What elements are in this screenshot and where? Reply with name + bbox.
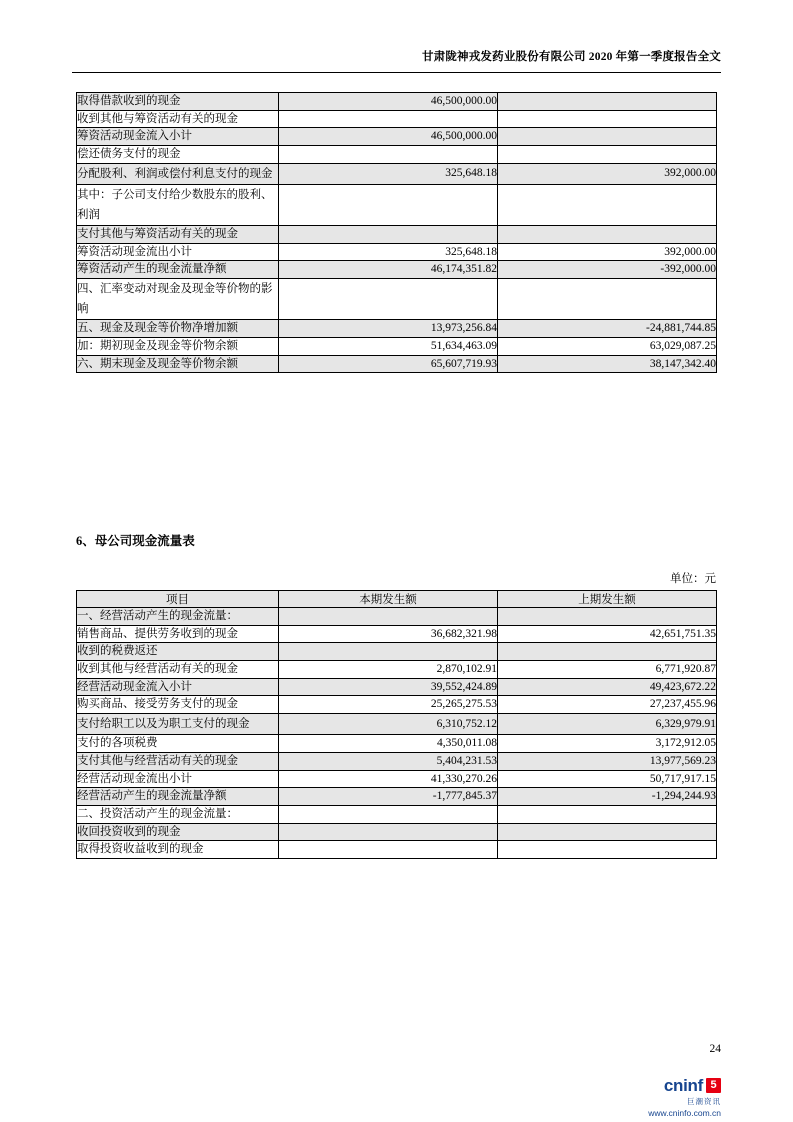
row-value-previous: -392,000.00 <box>498 261 717 279</box>
row-value-current: 41,330,270.26 <box>279 770 498 788</box>
parent-company-cash-flow-table <box>76 590 717 859</box>
table-row <box>77 146 717 164</box>
row-value-previous: -24,881,744.85 <box>498 320 717 338</box>
row-value-current: 6,310,752.12 <box>279 714 498 735</box>
row-value-previous <box>498 643 717 661</box>
page-header: 甘肃陇神戎发药业股份有限公司 2020 年第一季度报告全文 <box>421 51 721 63</box>
section-title: 6、母公司现金流量表 <box>76 534 195 548</box>
row-value-current: 325,648.18 <box>279 163 498 184</box>
row-value-current <box>279 643 498 661</box>
table-row <box>77 128 717 146</box>
table-row <box>77 678 717 696</box>
row-label: 二、投资活动产生的现金流量： <box>77 805 279 823</box>
row-value-previous: 6,329,979.91 <box>498 714 717 735</box>
table-row <box>77 355 717 373</box>
row-value-current: 25,265,275.53 <box>279 696 498 714</box>
row-label: 经营活动产生的现金流量净额 <box>77 788 279 806</box>
table-row <box>77 823 717 841</box>
table-row <box>77 110 717 128</box>
row-label: 筹资活动现金流入小计 <box>77 128 279 146</box>
row-label: 收到其他与筹资活动有关的现金 <box>77 110 279 128</box>
row-value-previous: 27,237,455.96 <box>498 696 717 714</box>
row-value-previous: 13,977,569.23 <box>498 752 717 770</box>
table-row <box>77 770 717 788</box>
table-1 <box>76 92 717 373</box>
logo-url: www.cninfo.com.cn <box>648 1107 721 1118</box>
row-value-current <box>279 823 498 841</box>
row-label: 筹资活动产生的现金流量净额 <box>77 261 279 279</box>
table-row <box>77 805 717 823</box>
table-row <box>77 320 717 338</box>
row-label: 偿还债务支付的现金 <box>77 146 279 164</box>
unit-label: 单位：元 <box>670 573 716 585</box>
row-value-previous <box>498 93 717 111</box>
table-row <box>77 279 717 320</box>
table-row <box>77 93 717 111</box>
row-label: 四、汇率变动对现金及现金等价物的影响 <box>77 279 279 320</box>
table-row <box>77 243 717 261</box>
column-header-previous: 上期发生额 <box>498 591 717 608</box>
table-row <box>77 338 717 356</box>
column-header-item: 项目 <box>77 591 279 608</box>
table-row <box>77 788 717 806</box>
table-row <box>77 752 717 770</box>
row-value-previous: 6,771,920.87 <box>498 661 717 679</box>
table-row <box>77 625 717 643</box>
row-value-current <box>279 279 498 320</box>
table-row <box>77 841 717 859</box>
row-value-previous: -1,294,244.93 <box>498 788 717 806</box>
row-value-previous <box>498 184 717 225</box>
page-number: 24 <box>709 1043 721 1055</box>
table-header-row <box>77 591 717 608</box>
row-label: 经营活动现金流出小计 <box>77 770 279 788</box>
table-row <box>77 643 717 661</box>
row-label: 支付给职工以及为职工支付的现金 <box>77 714 279 735</box>
row-label: 其中：子公司支付给少数股东的股利、利润 <box>77 184 279 225</box>
table-row <box>77 184 717 225</box>
table-row <box>77 661 717 679</box>
table-row <box>77 608 717 626</box>
logo-subtitle: 巨潮资讯 <box>687 1097 721 1107</box>
row-label: 一、经营活动产生的现金流量： <box>77 608 279 626</box>
row-value-previous: 3,172,912.05 <box>498 735 717 753</box>
row-value-current: 51,634,463.09 <box>279 338 498 356</box>
row-value-previous: 392,000.00 <box>498 163 717 184</box>
row-value-previous <box>498 608 717 626</box>
row-value-current: 65,607,719.93 <box>279 355 498 373</box>
row-value-current: 5,404,231.53 <box>279 752 498 770</box>
row-value-current <box>279 184 498 225</box>
row-label: 支付的各项税费 <box>77 735 279 753</box>
row-label: 经营活动现金流入小计 <box>77 678 279 696</box>
row-value-current: -1,777,845.37 <box>279 788 498 806</box>
logo-wordmark: cninf <box>663 1076 703 1095</box>
row-value-previous <box>498 279 717 320</box>
row-value-previous <box>498 146 717 164</box>
table-row <box>77 163 717 184</box>
row-value-current: 46,500,000.00 <box>279 128 498 146</box>
row-label: 销售商品、提供劳务收到的现金 <box>77 625 279 643</box>
row-label: 收到其他与经营活动有关的现金 <box>77 661 279 679</box>
row-label: 收回投资收到的现金 <box>77 823 279 841</box>
row-value-current <box>279 841 498 859</box>
row-value-current <box>279 608 498 626</box>
row-value-previous: 392,000.00 <box>498 243 717 261</box>
table-row <box>77 696 717 714</box>
row-value-current: 4,350,011.08 <box>279 735 498 753</box>
row-label: 分配股利、利润或偿付利息支付的现金 <box>77 163 279 184</box>
row-label: 加：期初现金及现金等价物余额 <box>77 338 279 356</box>
row-value-current <box>279 110 498 128</box>
row-label: 支付其他与经营活动有关的现金 <box>77 752 279 770</box>
table-row <box>77 735 717 753</box>
row-value-previous <box>498 226 717 244</box>
row-value-previous: 38,147,342.40 <box>498 355 717 373</box>
row-value-previous: 63,029,087.25 <box>498 338 717 356</box>
header-divider <box>72 72 721 73</box>
row-label: 五、现金及现金等价物净增加额 <box>77 320 279 338</box>
row-value-current: 2,870,102.91 <box>279 661 498 679</box>
row-value-previous <box>498 805 717 823</box>
row-label: 支付其他与筹资活动有关的现金 <box>77 226 279 244</box>
row-value-current: 39,552,424.89 <box>279 678 498 696</box>
row-value-previous: 49,423,672.22 <box>498 678 717 696</box>
logo-mark-icon: 5 <box>706 1078 721 1093</box>
row-value-previous <box>498 823 717 841</box>
row-value-current: 13,973,256.84 <box>279 320 498 338</box>
cash-flow-table-continuation <box>76 92 717 373</box>
table-row <box>77 226 717 244</box>
row-value-previous <box>498 128 717 146</box>
footer-logo <box>648 1075 721 1118</box>
row-value-current: 46,174,351.82 <box>279 261 498 279</box>
row-label: 筹资活动现金流出小计 <box>77 243 279 261</box>
row-value-previous <box>498 841 717 859</box>
row-value-current <box>279 805 498 823</box>
row-value-previous <box>498 110 717 128</box>
row-label: 收到的税费返还 <box>77 643 279 661</box>
table-row <box>77 714 717 735</box>
row-value-current <box>279 226 498 244</box>
row-value-previous: 42,651,751.35 <box>498 625 717 643</box>
row-value-current: 46,500,000.00 <box>279 93 498 111</box>
column-header-current: 本期发生额 <box>279 591 498 608</box>
row-label: 六、期末现金及现金等价物余额 <box>77 355 279 373</box>
row-value-current: 325,648.18 <box>279 243 498 261</box>
row-value-current <box>279 146 498 164</box>
row-label: 取得借款收到的现金 <box>77 93 279 111</box>
table-row <box>77 261 717 279</box>
row-value-previous: 50,717,917.15 <box>498 770 717 788</box>
row-value-current: 36,682,321.98 <box>279 625 498 643</box>
table-2 <box>76 590 717 859</box>
row-label: 取得投资收益收到的现金 <box>77 841 279 859</box>
row-label: 购买商品、接受劳务支付的现金 <box>77 696 279 714</box>
